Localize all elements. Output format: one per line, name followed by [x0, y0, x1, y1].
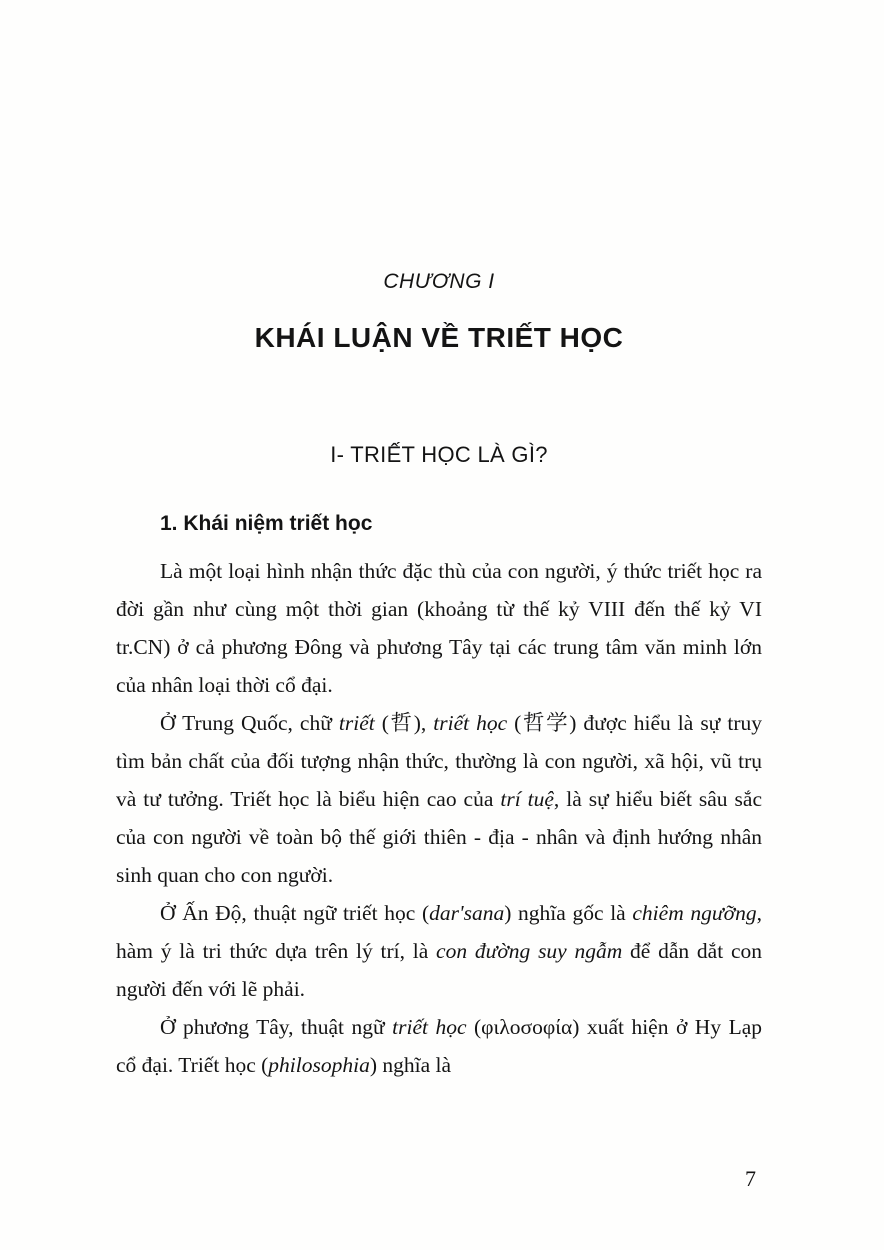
- text-run: (φιλοσοφία) xuất hiện ở Hy Lạp cổ đại. Triết học (: [116, 1015, 762, 1077]
- section-heading: I- TRIẾT HỌC LÀ GÌ?: [330, 442, 548, 467]
- italic-text-run: philosophia: [268, 1053, 370, 1077]
- text-run: (哲),: [374, 711, 434, 735]
- paragraph: [116, 1008, 762, 1084]
- text-run: Ở Ấn Độ, thuật ngữ triết học (: [160, 901, 430, 925]
- italic-text-run: triết: [338, 711, 375, 735]
- italic-text-run: con đường suy ngẫm: [436, 939, 623, 963]
- paragraph: [116, 552, 762, 704]
- subsection-heading: 1. Khái niệm triết học: [160, 512, 373, 535]
- italic-text-run: chiêm ngưỡng: [632, 901, 757, 925]
- paragraph: [116, 894, 762, 1008]
- italic-text-run: triết học: [392, 1015, 467, 1039]
- page-number: 7: [745, 1166, 756, 1191]
- text-run: để dẫn dắt con người đến với lẽ phải.: [116, 939, 762, 1001]
- text-run: ) nghĩa gốc là: [504, 901, 633, 925]
- text-run: , là sự hiểu biết sâu sắc của con người về toàn bộ thế giới thiên - địa - nhân và định hướng nhân sinh quan cho con người.: [116, 787, 762, 887]
- text-run: (哲学) được hiểu là sự truy tìm bản chất của đối tượng nhận thức, thường là con người, xã hội, vũ trụ và tư tưởng. Triết học là biểu hiện cao của: [116, 711, 762, 811]
- text-run: Là một loại hình nhận thức đặc thù của con người, ý thức triết học ra đời gần như cùng một thời gian (khoảng từ thế kỷ VIII đến thế kỷ VI tr.CN) ở cả phương Đông và phương Tây tại các trung tâm văn minh lớn của nhân loại thời cổ đại.: [116, 559, 762, 697]
- chapter-label: CHƯƠNG I: [383, 270, 495, 293]
- italic-text-run: dar'sana: [429, 901, 505, 925]
- text-run: Ở phương Tây, thuật ngữ: [160, 1015, 393, 1039]
- text-run: ) nghĩa là: [369, 1053, 452, 1077]
- body-text: [116, 552, 762, 1084]
- text-run: , hàm ý là tri thức dựa trên lý trí, là: [116, 901, 762, 963]
- italic-text-run: triết học: [433, 711, 508, 735]
- chapter-title: KHÁI LUẬN VỀ TRIẾT HỌC: [254, 322, 624, 353]
- italic-text-run: trí tuệ: [500, 787, 554, 811]
- text-run: Ở Trung Quốc, chữ: [160, 711, 339, 735]
- paragraph: [116, 704, 762, 894]
